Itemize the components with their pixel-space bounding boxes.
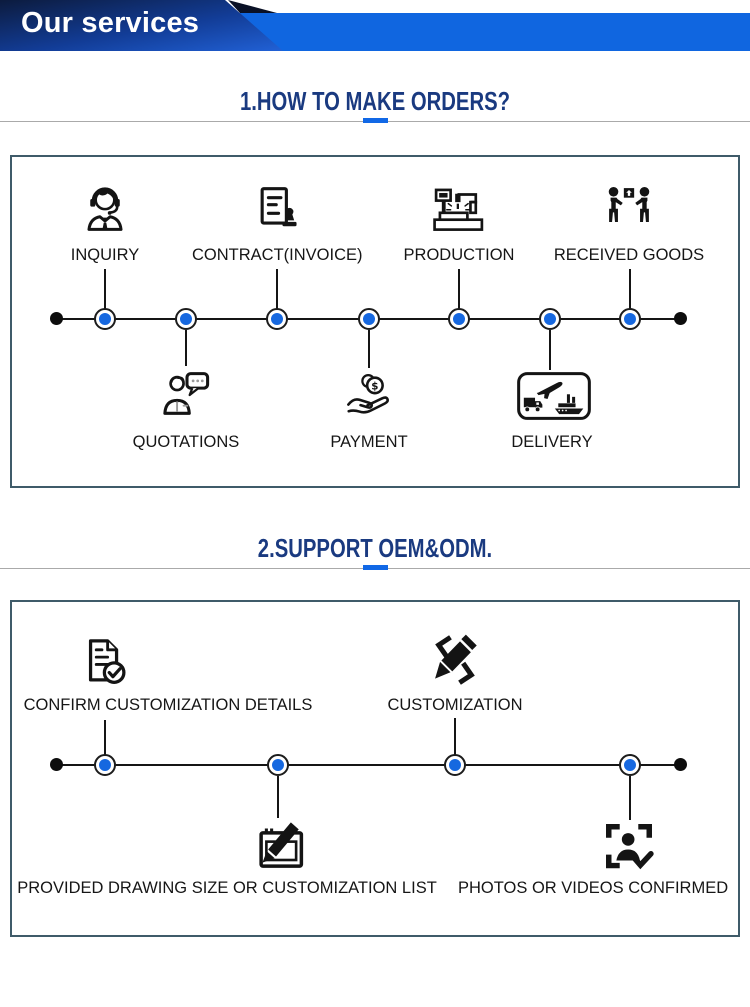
- section2-accent-bar: [363, 565, 388, 570]
- transport-modes-icon: [516, 371, 592, 421]
- step-label-payment: PAYMENT: [330, 433, 408, 451]
- timeline-node: [358, 308, 380, 330]
- timeline-node: [266, 308, 288, 330]
- timeline-node: [539, 308, 561, 330]
- document-check-icon: [80, 635, 132, 689]
- section2-title: 2.SUPPORT OEM&ODM.: [257, 533, 493, 563]
- step-label-contract: CONTRACT(INVOICE): [192, 246, 363, 264]
- step-label-confirm-details: CONFIRM CUSTOMIZATION DETAILS: [23, 696, 313, 714]
- step-label-quotations: QUOTATIONS: [132, 433, 240, 451]
- timeline-end-dot: [674, 312, 687, 325]
- timeline-node: [175, 308, 197, 330]
- timeline-node: [94, 308, 116, 330]
- connector-line: [549, 330, 551, 370]
- svg-text:$: $: [371, 380, 379, 393]
- services-banner: [0, 0, 750, 51]
- section1-title: 1.HOW TO MAKE ORDERS?: [239, 86, 511, 116]
- section1-accent-bar: [363, 118, 388, 123]
- drawing-board-icon: [255, 818, 311, 874]
- factory-machine-icon: [430, 184, 488, 234]
- step-label-inquiry: INQUIRY: [70, 246, 140, 264]
- timeline-end-dot: [50, 312, 63, 325]
- timeline-line: [57, 764, 681, 766]
- oem-flow-panel: [10, 600, 740, 937]
- pencil-tools-icon: [426, 630, 484, 690]
- timeline-node: [619, 754, 641, 776]
- step-label-production: PRODUCTION: [403, 246, 515, 264]
- step-label-provided-drawing: PROVIDED DRAWING SIZE OR CUSTOMIZATION LIST: [17, 879, 437, 897]
- step-label-received-goods: RECEIVED GOODS: [553, 246, 705, 264]
- banner-title: Our services: [21, 7, 200, 39]
- person-scan-check-icon: [602, 820, 656, 874]
- timeline-node: [94, 754, 116, 776]
- step-label-delivery: DELIVERY: [511, 433, 593, 451]
- order-flow-panel: [10, 155, 740, 488]
- handover-box-icon: [601, 182, 657, 234]
- timeline-end-dot: [50, 758, 63, 771]
- hand-coins-icon: [341, 368, 397, 422]
- timeline-node: [619, 308, 641, 330]
- timeline-node: [444, 754, 466, 776]
- timeline-end-dot: [674, 758, 687, 771]
- connector-line: [368, 330, 370, 368]
- timeline-node: [267, 754, 289, 776]
- connector-line: [277, 776, 279, 818]
- contract-stamp-icon: [252, 184, 302, 234]
- connector-line: [185, 330, 187, 366]
- step-label-photos-videos: PHOTOS OR VIDEOS CONFIRMED: [458, 879, 729, 897]
- person-speech-bubble-icon: [158, 366, 216, 424]
- step-label-customization: CUSTOMIZATION: [387, 696, 523, 714]
- timeline-node: [448, 308, 470, 330]
- headset-agent-icon: [78, 183, 132, 237]
- connector-line: [629, 776, 631, 820]
